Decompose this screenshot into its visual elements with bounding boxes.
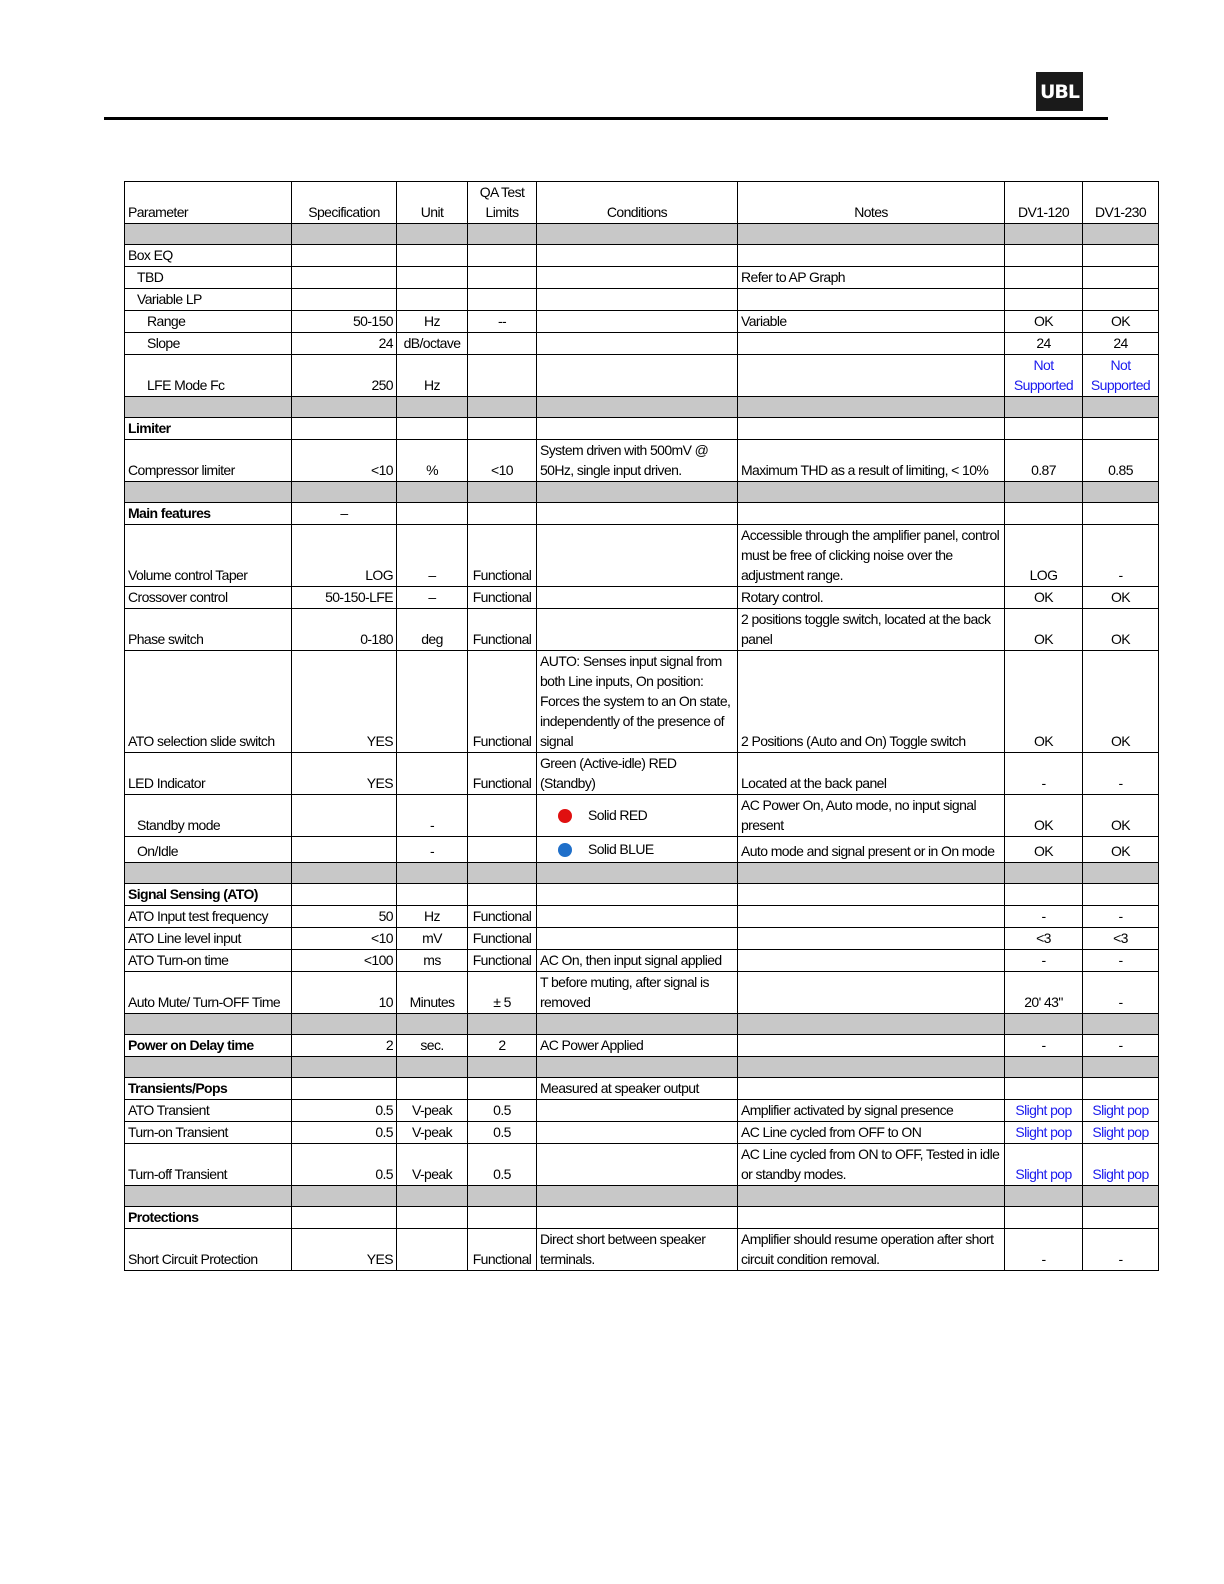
row-param: Turn-on Transient [125, 1122, 292, 1144]
section-title: Protections [125, 1207, 292, 1229]
row-dv120: Slight pop [1005, 1100, 1083, 1122]
row-param: Power on Delay time [125, 1035, 292, 1057]
header-unit: Unit [397, 182, 468, 224]
table-row [125, 1035, 1159, 1057]
row-notes: Refer to AP Graph [738, 267, 1005, 289]
row-conditions: System driven with 500mV @ 50Hz, single input driven. [537, 440, 738, 482]
spec-table [124, 181, 1159, 1271]
row-dv120: OK [1005, 609, 1083, 651]
row-unit: V-peak [397, 1144, 468, 1186]
row-param: LFE Mode Fc [125, 355, 292, 397]
row-dv120: - [1005, 1229, 1083, 1271]
row-unit: V-peak [397, 1122, 468, 1144]
row-notes: Amplifier should resume operation after short circuit condition removal. [738, 1229, 1005, 1271]
row-spec: 10 [292, 972, 397, 1014]
row-qa: Functional [468, 753, 537, 795]
row-dv230: OK [1083, 795, 1159, 837]
row-conditions: AC Power Applied [537, 1035, 738, 1057]
row-notes: AC Line cycled from ON to OFF, Tested in idle or standby modes. [738, 1144, 1005, 1186]
row-spec: YES [292, 753, 397, 795]
row-dv230: OK [1083, 837, 1159, 863]
row-dv230: 24 [1083, 333, 1159, 355]
separator-row [125, 1057, 1159, 1078]
row-param: ATO Line level input [125, 928, 292, 950]
header-parameter: Parameter [125, 182, 292, 224]
row-unit: Minutes [397, 972, 468, 1014]
row-dv230: <3 [1083, 928, 1159, 950]
row-notes: Auto mode and signal present or in On mode [738, 837, 1005, 863]
row-notes: Located at the back panel [738, 753, 1005, 795]
row-param: ATO Transient [125, 1100, 292, 1122]
header-conditions: Conditions [537, 182, 738, 224]
row-param: Standby mode [125, 795, 292, 837]
row-spec: 250 [292, 355, 397, 397]
row-dv120: OK [1005, 651, 1083, 753]
row-param: ATO Turn-on time [125, 950, 292, 972]
section-transients [125, 1078, 1159, 1100]
row-unit: Hz [397, 355, 468, 397]
table-row [125, 837, 1159, 863]
row-param: Turn-off Transient [125, 1144, 292, 1186]
row-dv120: 24 [1005, 333, 1083, 355]
table-row [125, 906, 1159, 928]
row-unit: - [397, 837, 468, 863]
condition-text: Solid RED [588, 807, 648, 823]
separator-row [125, 397, 1159, 418]
row-dv230: - [1083, 1035, 1159, 1057]
row-qa: Functional [468, 609, 537, 651]
section-limiter [125, 418, 1159, 440]
section-title: Transients/Pops [125, 1078, 292, 1100]
row-qa: Functional [468, 950, 537, 972]
row-spec: 24 [292, 333, 397, 355]
row-spec: <10 [292, 440, 397, 482]
row-unit: ms [397, 950, 468, 972]
separator-row [125, 863, 1159, 884]
row-dv120: Slight pop [1005, 1144, 1083, 1186]
section-conditions: Measured at speaker output [537, 1078, 738, 1100]
separator-row [125, 1186, 1159, 1207]
separator-row [125, 224, 1159, 245]
row-qa: Functional [468, 906, 537, 928]
row-param: Volume control Taper [125, 525, 292, 587]
row-qa: Functional [468, 928, 537, 950]
row-conditions [537, 837, 738, 863]
row-spec: LOG [292, 525, 397, 587]
row-spec: 0.5 [292, 1122, 397, 1144]
row-qa: Functional [468, 525, 537, 587]
row-dv230: OK [1083, 587, 1159, 609]
header-notes: Notes [738, 182, 1005, 224]
row-notes: Maximum THD as a result of limiting, < 10% [738, 440, 1005, 482]
row-unit: V-peak [397, 1100, 468, 1122]
section-title: Box EQ [125, 245, 292, 267]
table-row [125, 795, 1159, 837]
row-unit: sec. [397, 1035, 468, 1057]
header-specification: Specification [292, 182, 397, 224]
row-spec: 50 [292, 906, 397, 928]
row-dv120: - [1005, 753, 1083, 795]
row-param: ATO Input test frequency [125, 906, 292, 928]
row-param: ATO selection slide switch [125, 651, 292, 753]
row-notes: 2 Positions (Auto and On) Toggle switch [738, 651, 1005, 753]
row-dv230: - [1083, 525, 1159, 587]
row-dv120: OK [1005, 837, 1083, 863]
header-qa-limits [468, 182, 537, 224]
row-dv230: 0.85 [1083, 440, 1159, 482]
row-unit: – [397, 587, 468, 609]
row-param: Range [125, 311, 292, 333]
row-qa: 0.5 [468, 1100, 537, 1122]
table-row [125, 289, 1159, 311]
section-title: Signal Sensing (ATO) [125, 884, 292, 906]
row-conditions: AC On, then input signal applied [537, 950, 738, 972]
row-dv120: Slight pop [1005, 1122, 1083, 1144]
row-param: LED Indicator [125, 753, 292, 795]
separator-row [125, 482, 1159, 503]
row-conditions: AUTO: Senses input signal from both Line inputs, On position: Forces the system to an On state, independently of the presence of signal [537, 651, 738, 753]
row-dv120: LOG [1005, 525, 1083, 587]
row-notes: 2 positions toggle switch, located at the back panel [738, 609, 1005, 651]
table-row [125, 928, 1159, 950]
row-unit: % [397, 440, 468, 482]
row-param: On/Idle [125, 837, 292, 863]
row-spec: YES [292, 1229, 397, 1271]
row-qa: ± 5 [468, 972, 537, 1014]
row-param: Short Circuit Protection [125, 1229, 292, 1271]
row-conditions: Green (Active-idle) RED (Standby) [537, 753, 738, 795]
row-dv120: 0.87 [1005, 440, 1083, 482]
section-spec: – [292, 503, 397, 525]
separator-row [125, 1014, 1159, 1035]
table-row [125, 311, 1159, 333]
row-unit: Hz [397, 906, 468, 928]
row-unit: – [397, 525, 468, 587]
row-dv120: OK [1005, 587, 1083, 609]
row-notes: AC Power On, Auto mode, no input signal present [738, 795, 1005, 837]
section-title: Main features [125, 503, 292, 525]
header-rule [104, 117, 1108, 120]
row-unit: mV [397, 928, 468, 950]
red-led-icon [558, 809, 572, 823]
table-row [125, 1100, 1159, 1122]
blue-led-icon [558, 843, 572, 857]
row-param: TBD [125, 267, 292, 289]
row-dv230: Slight pop [1083, 1100, 1159, 1122]
row-param: Auto Mute/ Turn-OFF Time [125, 972, 292, 1014]
table-row [125, 587, 1159, 609]
header-qa-line1: QA Test [479, 184, 525, 200]
row-dv230: - [1083, 753, 1159, 795]
row-qa: Functional [468, 587, 537, 609]
row-unit: Hz [397, 311, 468, 333]
row-conditions: T before muting, after signal is removed [537, 972, 738, 1014]
section-box-eq [125, 245, 1159, 267]
row-spec: YES [292, 651, 397, 753]
header-row [125, 182, 1159, 224]
row-dv230: Not Supported [1083, 355, 1159, 397]
section-main-features [125, 503, 1159, 525]
row-dv230: - [1083, 906, 1159, 928]
row-spec: <10 [292, 928, 397, 950]
table-row [125, 1122, 1159, 1144]
row-notes: Rotary control. [738, 587, 1005, 609]
row-dv120: 20' 43" [1005, 972, 1083, 1014]
row-dv230: OK [1083, 311, 1159, 333]
section-title: Limiter [125, 418, 292, 440]
row-spec: 0.5 [292, 1144, 397, 1186]
row-dv230: Slight pop [1083, 1144, 1159, 1186]
row-dv230: OK [1083, 609, 1159, 651]
row-dv120: OK [1005, 311, 1083, 333]
row-dv120: - [1005, 950, 1083, 972]
row-param: Compressor limiter [125, 440, 292, 482]
section-signal-sensing [125, 884, 1159, 906]
row-spec: <100 [292, 950, 397, 972]
row-unit: deg [397, 609, 468, 651]
row-dv120: OK [1005, 795, 1083, 837]
row-conditions: Direct short between speaker terminals. [537, 1229, 738, 1271]
row-qa: Functional [468, 1229, 537, 1271]
table-row [125, 440, 1159, 482]
row-dv230: - [1083, 972, 1159, 1014]
row-conditions [537, 795, 738, 837]
table-row [125, 525, 1159, 587]
row-notes: Accessible through the amplifier panel, control must be free of clicking noise over the adjustment range. [738, 525, 1005, 587]
table-row [125, 651, 1159, 753]
row-qa: 2 [468, 1035, 537, 1057]
table-row [125, 972, 1159, 1014]
table-row [125, 753, 1159, 795]
row-qa: 0.5 [468, 1144, 537, 1186]
table-row [125, 1229, 1159, 1271]
table-row [125, 950, 1159, 972]
table-row [125, 609, 1159, 651]
condition-text: Solid BLUE [588, 841, 654, 857]
row-dv120: - [1005, 1035, 1083, 1057]
row-spec: 2 [292, 1035, 397, 1057]
table-row [125, 333, 1159, 355]
row-dv120: - [1005, 906, 1083, 928]
table-row [125, 1144, 1159, 1186]
row-param: Crossover control [125, 587, 292, 609]
row-qa: -- [468, 311, 537, 333]
row-dv230: Slight pop [1083, 1122, 1159, 1144]
row-notes: AC Line cycled from OFF to ON [738, 1122, 1005, 1144]
row-unit: - [397, 795, 468, 837]
table-row [125, 267, 1159, 289]
header-dv1-120: DV1-120 [1005, 182, 1083, 224]
row-dv230: - [1083, 1229, 1159, 1271]
row-param: Variable LP [125, 289, 292, 311]
row-param: Slope [125, 333, 292, 355]
row-dv230: OK [1083, 651, 1159, 753]
row-dv120: Not Supported [1005, 355, 1083, 397]
row-qa: Functional [468, 651, 537, 753]
row-spec: 0.5 [292, 1100, 397, 1122]
table-row [125, 355, 1159, 397]
row-qa: <10 [468, 440, 537, 482]
row-spec: 50-150 [292, 311, 397, 333]
header-dv1-230: DV1-230 [1083, 182, 1159, 224]
row-spec: 50-150-LFE [292, 587, 397, 609]
row-spec: 0-180 [292, 609, 397, 651]
row-notes: Amplifier activated by signal presence [738, 1100, 1005, 1122]
row-unit: dB/octave [397, 333, 468, 355]
row-param: Phase switch [125, 609, 292, 651]
header-qa-line2: Limits [485, 204, 519, 220]
row-qa: 0.5 [468, 1122, 537, 1144]
row-dv120: <3 [1005, 928, 1083, 950]
jbl-logo: UBL [1036, 72, 1083, 111]
section-protections [125, 1207, 1159, 1229]
row-notes: Variable [738, 311, 1005, 333]
row-dv230: - [1083, 950, 1159, 972]
